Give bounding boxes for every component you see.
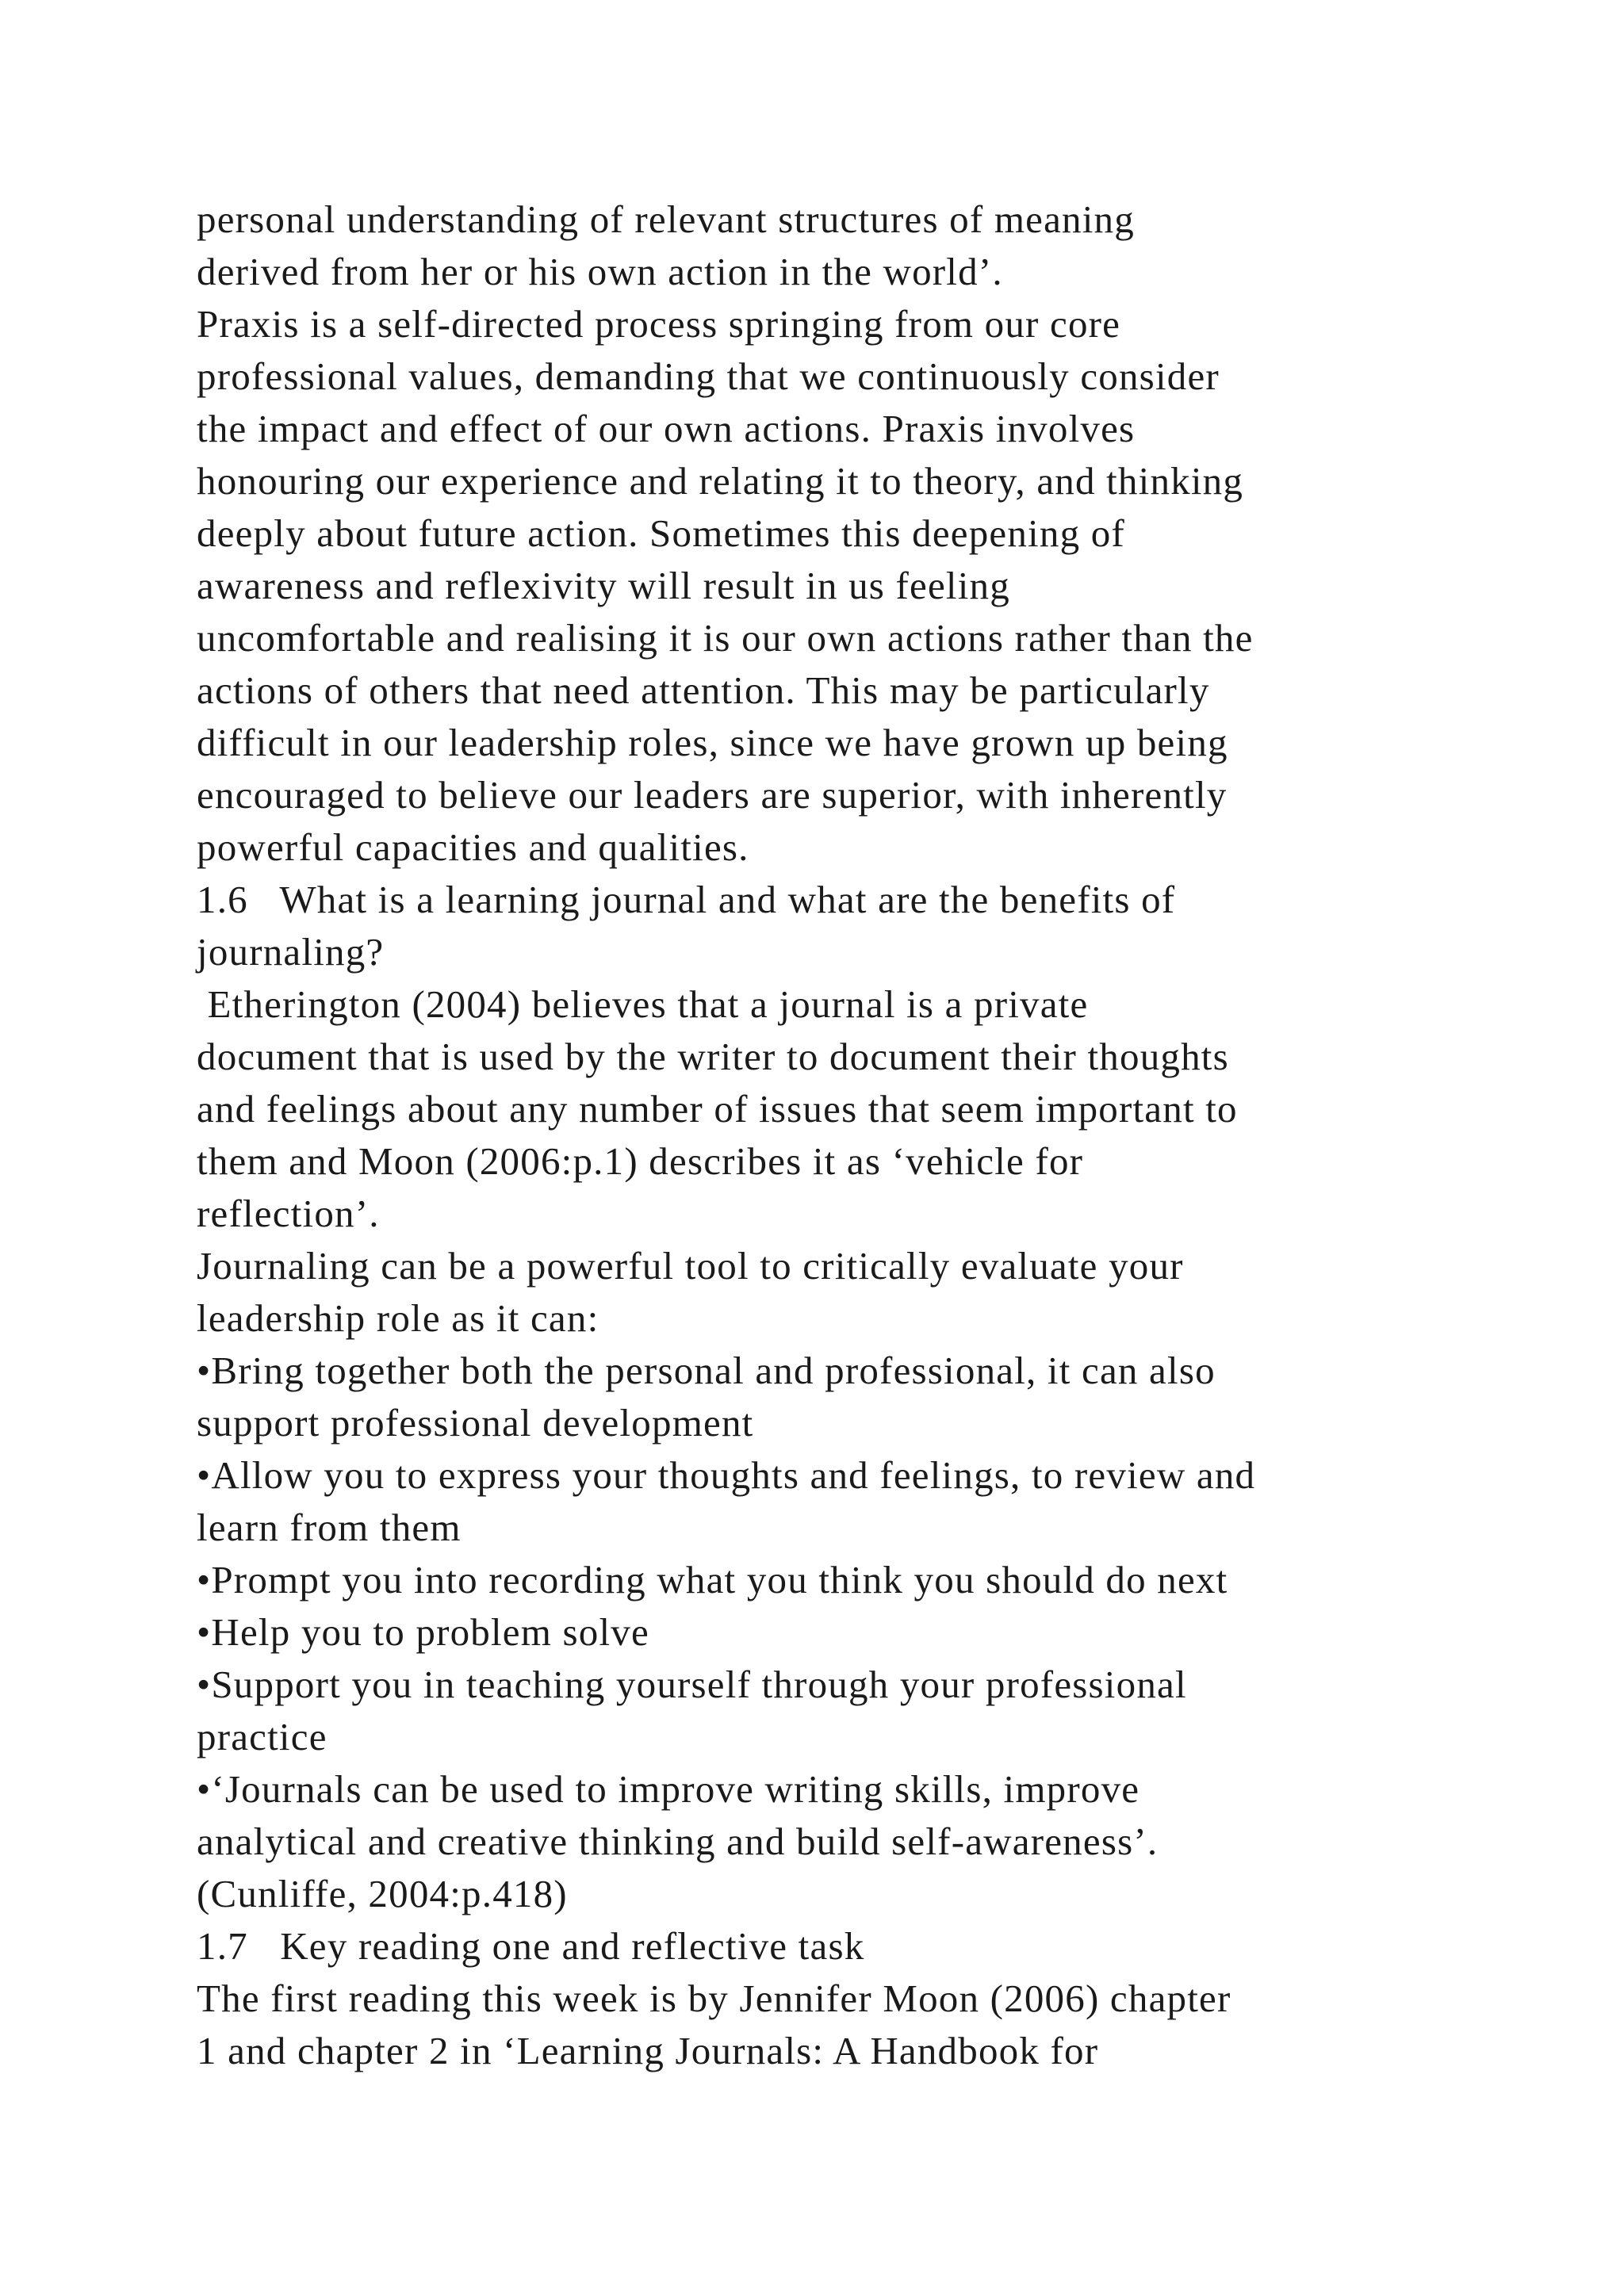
text-line: personal understanding of relevant structures of meaning (197, 197, 1135, 241)
text-line: honouring our experience and relating it to theory, and thinking (197, 459, 1244, 503)
citation: (Cunliffe, 2004:p.418) (197, 1872, 568, 1915)
text-line: them and Moon (2006:p.1) describes it as ‘vehicle for (197, 1139, 1084, 1183)
bullet-item: •‘Journals can be used to improve writing skills, improve (197, 1767, 1140, 1811)
text-line: 1 and chapter 2 in ‘Learning Journals: A Handbook for (197, 2029, 1099, 2072)
section-heading: journaling? (197, 930, 385, 974)
text-line: encouraged to believe our leaders are superior, with inherently (197, 773, 1228, 817)
text-line: uncomfortable and realising it is our own actions rather than the (197, 616, 1254, 660)
bullet-item: learn from them (197, 1506, 462, 1549)
bullet-item: •Bring together both the personal and professional, it can also (197, 1349, 1216, 1392)
text-line: document that is used by the writer to document their thoughts (197, 1035, 1229, 1078)
text-line: deeply about future action. Sometimes this deepening of (197, 511, 1125, 555)
text-line: powerful capacities and qualities. (197, 825, 749, 869)
text-line: professional values, demanding that we continuously consider (197, 354, 1220, 398)
section-heading: 1.7 Key reading one and reflective task (197, 1924, 865, 1968)
document-page (197, 193, 1513, 2077)
bullet-item: •Support you in teaching yourself through your professional (197, 1663, 1187, 1706)
text-line: awareness and reflexivity will result in us feeling (197, 564, 1010, 607)
bullet-item: support professional development (197, 1401, 754, 1445)
text-line: the impact and effect of our own actions. Praxis involves (197, 407, 1136, 450)
bullet-item: •Help you to problem solve (197, 1610, 649, 1654)
bullet-item: •Allow you to express your thoughts and feelings, to review and (197, 1453, 1256, 1497)
text-line: leadership role as it can: (197, 1296, 599, 1340)
text-line: Praxis is a self-directed process springing from our core (197, 302, 1121, 346)
text-line: actions of others that need attention. This may be particularly (197, 668, 1210, 712)
text-line: Etherington (2004) believes that a journal is a private (197, 982, 1089, 1026)
text-line: The first reading this week is by Jennifer Moon (2006) chapter (197, 1976, 1231, 2020)
text-line: Journaling can be a powerful tool to critically evaluate your (197, 1244, 1184, 1288)
text-line: difficult in our leadership roles, since we have grown up being (197, 721, 1228, 764)
text-line: derived from her or his own action in the world’. (197, 250, 1003, 293)
bullet-item: practice (197, 1715, 327, 1758)
text-line: reflection’. (197, 1192, 380, 1235)
bullet-item: •Prompt you into recording what you think you should do next (197, 1558, 1228, 1601)
bullet-item: analytical and creative thinking and build self-awareness’. (197, 1820, 1159, 1863)
section-heading: 1.6 What is a learning journal and what are the benefits of (197, 878, 1176, 921)
text-line: and feelings about any number of issues that seem important to (197, 1087, 1238, 1131)
